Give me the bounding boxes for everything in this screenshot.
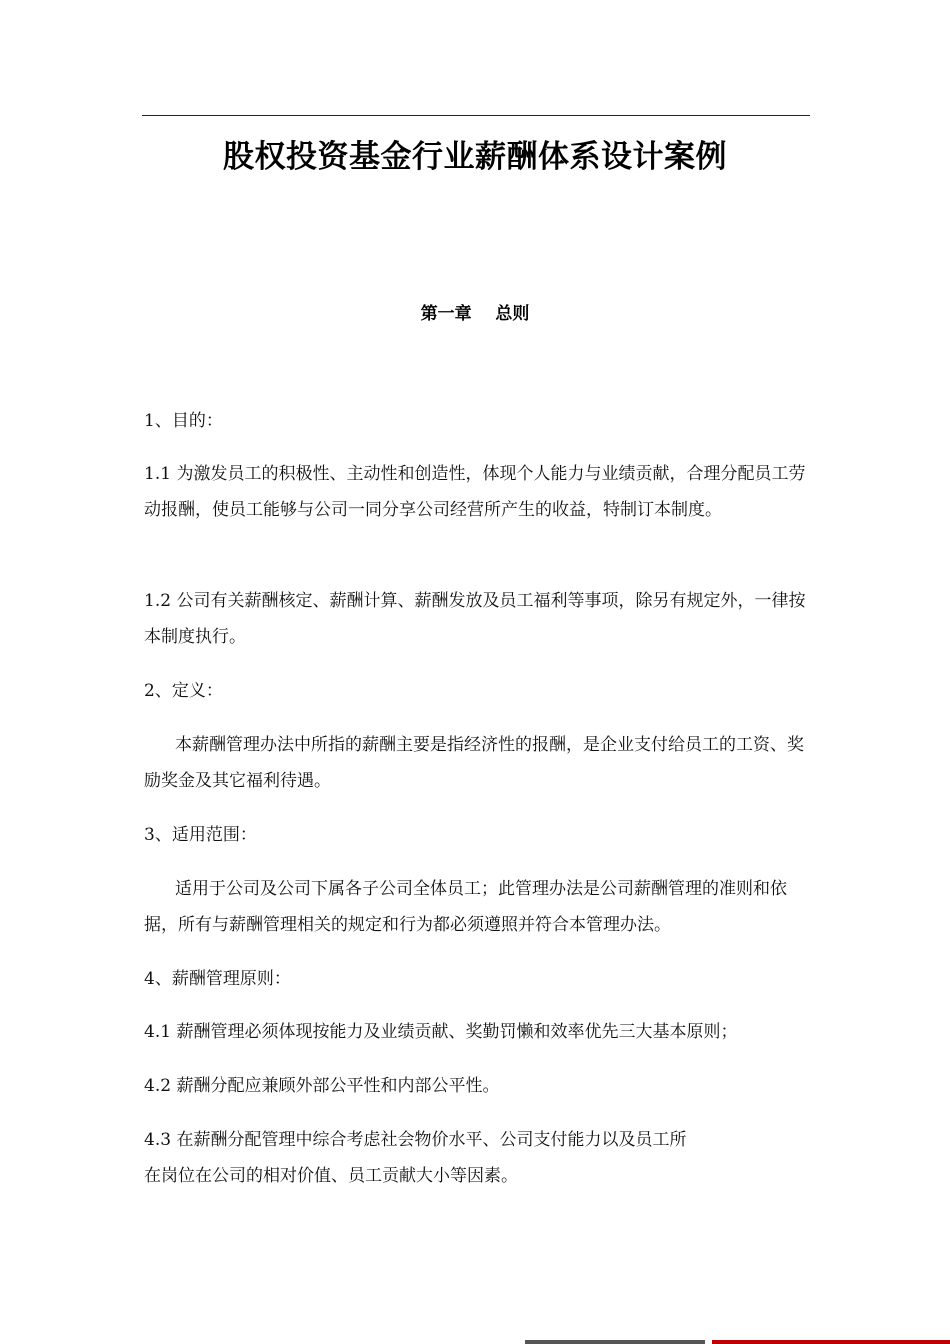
clause-1-1: 1.1 为激发员工的积极性、主动性和创造性，体现个人能力与业绩贡献，合理分配员工劳 动报酬，使员工能够与公司一同分享公司经营所产生的收益，特制订本制度。 [144,464,806,520]
section-2-body: 本薪酬管理办法中所指的薪酬主要是指经济性的报酬，是企业支付给员工的工资、奖励奖金及其它福利待遇。 [144,735,804,791]
document-title: 股权投资基金行业薪酬体系设计案例 [223,139,727,175]
footer-bar-red [712,1340,950,1344]
clause-1-2: 1.2 公司有关薪酬核定、薪酬计算、薪酬发放及员工福利等事项，除另有规定外，一律按本制度执行。 [144,591,806,647]
chapter-heading: 第一章 总则 [420,304,530,324]
section-3-body: 适用于公司及公司下属各子公司全体员工；此管理办法是公司薪酬管理的准则和依据，所有与薪酬管理相关的规定和行为都必须遵照并符合本管理办法。 [144,879,787,935]
section-1-heading: 1、目的： [144,411,223,431]
section-2-heading: 2、定义： [144,681,223,701]
clause-4-1: 4.1 薪酬管理必须体现按能力及业绩贡献、奖勤罚懒和效率优先三大基本原则； [144,1022,738,1042]
clause-4-3-line-2: 在岗位在公司的相对价值、员工贡献大小等因素。 [144,1166,518,1186]
clause-4-2: 4.2 薪酬分配应兼顾外部公平性和内部公平性。 [144,1076,500,1096]
header-rule [142,115,810,116]
section-4-heading: 4、薪酬管理原则： [144,969,291,989]
clause-4-3-line-1: 4.3 在薪酬分配管理中综合考虑社会物价水平、公司支付能力以及员工所 [144,1130,687,1150]
footer-bar-gray [525,1340,705,1344]
section-3-heading: 3、适用范围： [144,825,257,845]
